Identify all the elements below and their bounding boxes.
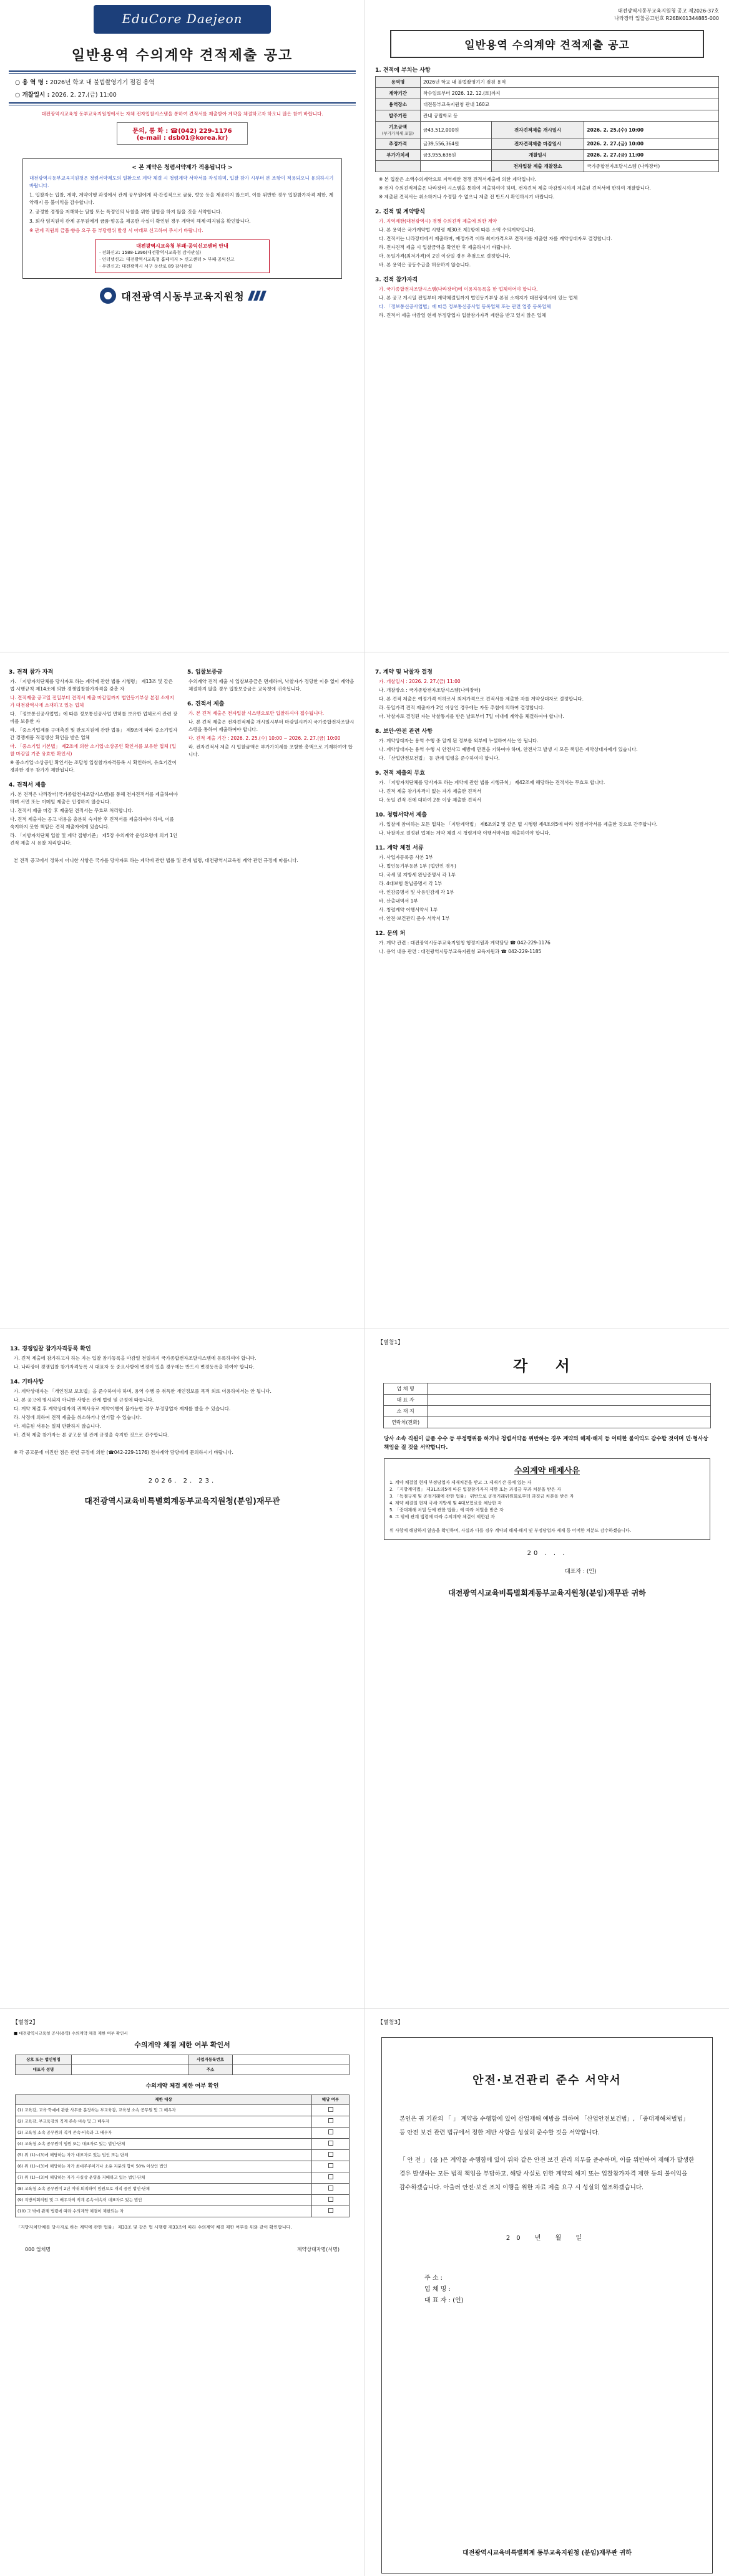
phone-field[interactable]	[428, 1417, 711, 1428]
section-heading: 10. 청렴서약서 제출	[375, 812, 428, 818]
divider	[9, 70, 356, 74]
announcement-number: 대전광역시동부교육지원청 공고 제2026-37호 나라장터 입찰공고번호 R26BK01344885-000	[614, 8, 719, 21]
address-field[interactable]	[428, 1406, 711, 1417]
section-heading: 3. 견적 참가자격	[375, 277, 418, 283]
integrity-notice: < 본 계약은 청렴서약제가 적용됩니다 > 대전광역시동부교육지원청은 청렴서약제도의 일환으로 계약 체결 시 청렴계약 서약서를 작성하며, 입찰 참가 시부터 본 조항이 적용되오니 유의하시기 바랍니다. 1. 입찰자는 입찰, 계약, 계약이행 과정에서 관계 공무원에게 직·간접적으로 금품, 향응 등을 제공하지 않으며, 이를 위반한 경우 입찰참가자격 제한, 계약해지 등 불이익을 감수합니다. 2. 공정한 경쟁을 저해하는 담합 또는 특정인의 낙찰을 위한 담합을 하지 않을 것을 서약합니다. 3. 회사 임직원이 관계 공무원에게 금품·향응을 제공한 사실이 확인된 경우 계약이 해제·해지됨을 확인합니다. ※ 관계 직원의 금품·향응 요구 등 부당행위 발생 시 아래로 신고하여 주시기 바랍니다. 대전광역시교육청 부패·공익신고센터 안내 · 전화신고: 1588-1396(대전광역시교육청 감사관실) · 인터넷신고: 대전광역시교육청 홈페이지 > 신고센터 > 부패·공익신고 · 우편신고: 대전광역시 서구 둔산로 89 감사관실	[22, 158, 342, 279]
page-pledge	[364, 1329, 729, 2008]
section-heading: 12. 문의 처	[375, 931, 406, 937]
educore-logo: EduCore Daejeon	[94, 5, 271, 34]
restriction-form-title: 수의계약 체결 제한 여부 확인서	[134, 2041, 230, 2049]
bid-info-table: 용역명 2026년 학교 내 불법촬영기기 점검 용역 계약기간 착수일로부터 2026. 12. 12.(토)까지 용역장소 대전동부교육지원청 관내 160교 발주기관 관내 공립학교 등 기초금액 (부가가치세 포함) 금43,512,000원 전자견적제출 개시일시 2026. 2. 25.(수) 10:00 추정가격 금39,556,364원 전자견적제출 마감일시 2026. 2. 27.(금) 10:00 부가가치세 금3,955,636원 개찰일시 2026. 2. 27.(금) 11:00 전자입찰 제출 개찰장소 국가종합전자조달시스템 (나라장터)	[375, 76, 719, 172]
page-safety-pledge	[364, 2008, 729, 2576]
agency-signature: 대전광역시동부교육지원청	[0, 288, 364, 304]
applicant-table: 상호 또는 법인명칭 사업자등록번호 대표자 성명 주소	[15, 2055, 350, 2075]
section-heading: 8. 보안·안전 관련 사항	[375, 729, 433, 735]
table-row: (8) 교육청 소속 공무원이 2년 이내 퇴직하여 임원으로 재직 중인 법인·단체	[16, 2184, 350, 2195]
pledge-signer: 대표자 : (인)	[565, 1569, 597, 1575]
date-line: ○ 개찰일시 : 2026. 2. 27.(금) 11:00	[15, 92, 117, 99]
issuer-signature: 대전광역시교육비특별회계동부교육지원청(분임)재무관	[84, 1497, 280, 1506]
company-info-table: 업 체 명 대 표 자 소 재 지 연락처(전화)	[383, 1383, 711, 1428]
attachment-label: 【별첨3】	[378, 2020, 404, 2026]
company-name-field[interactable]	[428, 1383, 711, 1395]
section-heading: 7. 계약 및 낙찰자 결정	[375, 669, 433, 675]
page-award: 7. 계약 및 낙찰자 결정 가. 개찰일시 : 2026. 2. 27.(금) 11:00 나. 개찰장소 : 국가종합전자조달시스템(나라장터) 다. 본 견적 제출은 예정가격 이하로서 최저가격으로 견적서를 제출한 자를 계약상대자로 결정합니다. 라. 동일가격 견적 제출자가 2인 이상인 경우에는 자동 추첨에 의하여 결정합니다. 마. 낙찰자로 결정된 자는 낙찰통지를 받은 날로부터 7일 이내에 계약을 체결하여야 합니다. 8. 보안·안전 관련 사항 가. 계약상대자는 용역 수행 중 알게 된 정보를 외부에 누설하여서는 안 됩니다. 나. 계약상대자는 용역 수행 시 안전사고 예방에 만전을 기하여야 하며, 안전사고 발생 시 모든 책임은 계약상대자에게 있습니다. 다. 「산업안전보건법」 등 관계 법령을 준수하여야 합니다. 9. 견적 제출의 무효 가. 「지방자치단체를 당사자로 하는 계약에 관한 법률 시행규칙」 제42조에 해당하는 견적서는 무효로 합니다. 나. 견적 제출 참가자격이 없는 자가 제출한 견적서 다. 동일 견적 건에 대하여 2통 이상 제출한 견적서 10. 청렴서약서 제출 가. 입찰에 참여하는 모든 업체는 「지방계약법」 제6조의2 및 같은 법 시행령 제4조의5에 따라 청렴서약서를 제출한 것으로 간주합니다. 나. 낙찰자로 결정된 업체는 계약 체결 시 청렴계약 이행서약서를 제출하여야 합니다. 11. 계약 체결 서류 가. 사업자등록증 사본 1부 나. 법인등기부등본 1부 (법인인 경우) 다. 국세 및 지방세 완납증명서 각 1부 라. 4대보험 완납증명서 각 1부 마. 인감증명서 및 사용인감계 각 1부 바. 산출내역서 1부 사. 청렴계약 이행서약서 1부 아. 안전·보건관리 준수 서약서 1부 12. 문의 처 가. 계약 관련 : 대전광역시동부교육지원청 행정지원과 계약담당 ☎ 042-229-1176 나. 용역 내용 관련 : 대전광역시동부교육지원청 교육지원과 ☎ 042-229-1185	[364, 652, 729, 1329]
form-footer: 000 업체명 계약상대자명(서명)	[25, 2247, 340, 2252]
section-heading: 3. 견적 참가 자격	[9, 669, 54, 675]
safety-pledge-body: 본인은 귀 기관의 「 」 계약을 수행함에 있어 산업재해 예방을 위하여 「산업안전보건법」, 「중대재해처벌법」 등 안전 보건 관련 법규에서 정한 제반 사항을 성실히 준수할 것을 서약합니다. 「 안 전 」 (을 )은 계약을 수행함에 있어 위와 같은 안전 보건 관리 의무를 준수하며, 이를 위반하여 재해가 발생한 경우 발생하는 모든 법적 책임을 부담하고, 해당 사실로 인한 계약의 해지 또는 입찰참가자격 제한 등의 불이익을 감수하겠습니다. 아울러 안전·보건 조치 이행을 위한 자료 제출 요구 시 성실히 협조하겠습니다.	[399, 2116, 695, 2191]
table-row: (4) 교육청 소속 공무원이 임원 또는 대표자로 있는 법인·단체	[16, 2139, 350, 2150]
table-row: (2) 교육감, 부교육감의 직계 존속·비속 및 그 배우자	[16, 2116, 350, 2128]
rep-field[interactable]	[72, 2065, 189, 2075]
announcement-title: 일반용역 수의계약 견적제출 공고	[390, 30, 704, 58]
representative-field[interactable]	[428, 1395, 711, 1406]
table-row: (5) 위 (1)~(3)에 해당하는 자가 대표자로 있는 법인 또는 단체	[16, 2150, 350, 2161]
page-announcement: 대전광역시동부교육지원청 공고 제2026-37호 나라장터 입찰공고번호 R26BK01344885-000 일반용역 수의계약 견적제출 공고 1. 견적에 부치는 사항 용역명 2026년 학교 내 불법촬영기기 점검 용역 계약기간 착수일로부터 2026. 12. 12.(토)까지 용역장소 대전동부교육지원청 관내 160교 발주기관 관내 공립학교 등 기초금액 (부가가치세 포함) 금43,512,000원 전자견적제출 개시일시 2026. 2. 25.(수) 10:00 추정가격 금39,556,364원 전자견적제출 마감일시 2026. 2. 27.(금) 10:00 부가가치세 금3,955,636원 개찰일시 2026. 2. 27.(금) 11:00 전자입찰 제출 개찰장소 국가종합전자조달시스템 (나라장터) ※ 본 입찰은 소액수의계약으로 지역제한 경쟁 견적서제출에 의한 계약입니다. ※ 전자 수의견적제출은 나라장터 시스템을 통하여 제출하여야 하며, 전자견적 제출 마감일시까지 제출된 견적서에 한하여 개찰합니다. ※ 제출된 견적서는 취소하거나 수정할 수 없으니 제출 전 반드시 확인하시기 바랍니다. 2. 견적 및 계약방식 가. 지역제한(대전광역시) 경쟁 수의견적 제출에 의한 계약 나. 본 용역은 국가계약법 시행령 제30조 제1항에 따른 소액 수의계약입니다. 다. 견적서는 나라장터에서 제출하며, 예정가격 이하 최저가격으로 견적서를 제출한 자를 계약상대자로 결정합니다. 라. 전자견적 제출 시 입찰금액을 확인한 후 제출하시기 바랍니다. 마. 동일가격(최저가격)이 2인 이상일 경우 추첨으로 결정합니다. 바. 본 용역은 공동수급을 허용하지 않습니다. 3. 견적 참가자격 가. 국가종합전자조달시스템(나라장터)에 이용자등록을 한 업체이어야 합니다. 나. 본 공고 게시일 전일부터 계약체결일까지 법인등기부상 본점 소재지가 대전광역시에 있는 업체 다. 「정보통신공사업법」에 따른 정보통신공사업 등록업체 또는 관련 업종 등록업체 라. 견적서 제출 마감일 현재 부정당업자 입찰참가자격 제한을 받고 있지 않은 업체	[364, 0, 729, 652]
pledge-date: 20 . . .	[527, 1550, 567, 1557]
bizno-field[interactable]	[232, 2055, 350, 2065]
table-row: (6) 위 (1)~(3)에 해당하는 자가 최대주주이거나 소유 지분의 합이 50% 이상인 법인	[16, 2161, 350, 2172]
addr-field[interactable]	[232, 2065, 350, 2075]
notice-banner: 대전광역시교육청 동부교육지원청에서는 자체 전자입찰시스템을 통하여 견적서를 제출받아 계약을 체결하고자 하오니 많은 참여 바랍니다.	[41, 111, 323, 117]
pledge-recipient: 대전광역시교육비특별회계동부교육지원청(분임)재무관 귀하	[448, 1589, 646, 1597]
company-field[interactable]	[72, 2055, 189, 2065]
education-office-logo-icon	[100, 288, 116, 304]
safety-pledge-signer: 주 소 : 업 체 명 : 대 표 자 : (인)	[424, 2275, 464, 2304]
checkbox[interactable]	[328, 2186, 333, 2191]
section-heading: 14. 기타사항	[10, 1379, 44, 1385]
checkbox[interactable]	[328, 2208, 333, 2213]
checkbox[interactable]	[328, 2152, 333, 2157]
table-row: (9) 지방의회의원 및 그 배우자의 직계 존속·비속이 대표자로 있는 법인	[16, 2195, 350, 2206]
attachment-label: 【별첨2】	[12, 2020, 39, 2026]
section-heading: 9. 견적 제출의 무효	[375, 770, 425, 777]
brand-stripes-icon	[250, 291, 265, 301]
cover-title: 일반용역 수의계약 견적제출 공고	[71, 48, 293, 64]
exclusion-reasons-box: 수의계약 배제사유 1. 계약 체결일 현재 부정당업자 제재처분을 받고 그 제재기간 중에 있는 자 2. 「지방계약법」 제31조의5에 따른 입찰참가자격 제한 또는 과징금 부과 처분을 받은 자 3. 「독점규제 및 공정거래에 관한 법률」 위반으로 공정거래위원회로부터 과징금 처분을 받은 자 4. 계약 체결일 현재 국세·지방세 및 4대보험료를 체납한 자 5. 「중대재해 처벌 등에 관한 법률」에 따라 처벌을 받은 자 6. 그 밖에 관계 법령에 따라 수의계약 체결이 제한된 자 위 사항에 해당하지 않음을 확인하며, 사실과 다를 경우 계약의 해제·해지 및 부정당업자 제재 등 어떠한 처분도 감수하겠습니다.	[384, 1458, 710, 1540]
restriction-table: 제한 대상 해당 여부 (1) 교육감, 교육·학예에 관한 사무를 분장하는 부교육감, 교육청 소속 공무원 및 그 배우자 (2) 교육감, 부교육감의 직계 존속·비속 및 그 배우자 (3) 교육청 소속 공무원의 직계 존속·비속과 그 배우자 (4) 교육청 소속 공무원이 임원 또는 대표자로 있는 법인·단체 (5) 위 (1)~(3)에 해당하는 자가 대표자로 있는 법인 또는 단체 (6) 위 (1)~(3)에 해당하는 자가 최대주주이거나 소유 지분의 합이 50% 이상인 법인 (7) 위 (1)~(3)에 해당하는 자가 사실상 운영을 지배하고 있는 법인·단체 (8) 교육청 소속 공무원이 2년 이내 퇴직하여 임원으로 재직 중인 법인·단체 (9) 지방의회의원 및 그 배우자의 직계 존속·비속이 대표자로 있는 법인 (10) 그 밖에 관계 법령에 따라 수의계약 체결이 제한되는 자	[15, 2094, 350, 2217]
section-heading: 6. 견적서 제출	[187, 701, 225, 707]
checkbox[interactable]	[328, 2107, 333, 2112]
page-cover	[0, 0, 364, 652]
safety-pledge-recipient: 대전광역시교육비특별회계 동부교육지원청 (분임)재무관 귀하	[462, 2550, 632, 2557]
table-row: (10) 그 밖에 관계 법령에 따라 수의계약 체결이 제한되는 자	[16, 2206, 350, 2217]
table-row: (1) 교육감, 교육·학예에 관한 사무를 분장하는 부교육감, 교육청 소속 공무원 및 그 배우자	[16, 2105, 350, 2116]
safety-pledge-frame	[381, 2037, 713, 2574]
page-restriction-check: 【별첨2】 ■ 대전광역시교육청 공사(용역) 수의계약 체결 제한 여부 확인서 수의계약 체결 제한 여부 확인서 상호 또는 법인명칭 사업자등록번호 대표자 성명 주소 수의계약 체결 제한 여부 확인 제한 대상 해당 여부 (1) 교육감, 교육·학예에 관한 사무를 분장하는 부교육감, 교육청 소속 공무원 및 그 배우자 (2) 교육감, 부교육감의 직계 존속·비속 및 그 배우자 (3) 교육청 소속 공무원의 직계 존속·비속과 그 배우자 (4) 교육청 소속 공무원이 임원 또는 대표자로 있는 법인·단체 (5) 위 (1)~(3)에 해당하는 자가 대표자로 있는 법인 또는 단체 (6) 위 (1)~(3)에 해당하는 자가 최대주주이거나 소유 지분의 합이 50% 이상인 법인 (7) 위 (1)~(3)에 해당하는 자가 사실상 운영을 지배하고 있는 법인·단체 (8) 교육청 소속 공무원이 2년 이내 퇴직하여 임원으로 재직 중인 법인·단체 (9) 지방의회의원 및 그 배우자의 직계 존속·비속이 대표자로 있는 법인 (10) 그 밖에 관계 법령에 따라 수의계약 체결이 제한되는 자 「지방자치단체를 당사자로 하는 계약에 관한 법률」 제33조 및 같은 법 시행령 제33조에 따라 수의계약 체결 제한 여부를 위와 같이 확인합니다. 000 업체명 계약상대자명(서명)	[0, 2008, 364, 2576]
section-heading: 2. 견적 및 계약방식	[375, 209, 425, 215]
report-center-box: 대전광역시교육청 부패·공익신고센터 안내 · 전화신고: 1588-1396(대전광역시교육청 감사관실) · 인터넷신고: 대전광역시교육청 홈페이지 > 신고센터 > 부패·공익신고 · 우편신고: 대전광역시 서구 둔산로 89 감사관실	[95, 240, 270, 273]
safety-pledge-title: 안전·보건관리 준수 서약서	[472, 2074, 622, 2087]
table-row: (7) 위 (1)~(3)에 해당하는 자가 사실상 운영을 지배하고 있는 법인·단체	[16, 2172, 350, 2184]
attachment-label: 【별첨1】	[378, 1340, 404, 1346]
divider	[9, 102, 356, 105]
table-row: (3) 교육청 소속 공무원의 직계 존속·비속과 그 배우자	[16, 2128, 350, 2139]
checkbox[interactable]	[328, 2163, 333, 2168]
checkbox[interactable]	[328, 2141, 333, 2146]
pledge-oath: 당사 소속 직원이 금품 수수 등 부정행위를 하거나 청렴서약을 위반하는 경우 계약의 해제·해지 등 어떠한 불이익도 감수할 것이며 민·형사상 책임을 질 것을 서약합니다.	[384, 1436, 708, 1451]
checkbox[interactable]	[328, 2174, 333, 2179]
checkbox[interactable]	[328, 2118, 333, 2123]
section-heading: 4. 견적서 제출	[9, 782, 46, 788]
page-misc: 13. 경쟁입찰 참가자격등록 확인 가. 견적 제출에 참가하고자 하는 자는 입찰 참가등록을 마감일 전일까지 국가종합전자조달시스템에 등록하여야 합니다. 나. 나라장터 경쟁입찰 참가자격등록 시 대표자 등 중요사항에 변경이 있을 경우에는 반드시 변경등록을 하여야 합니다. 14. 기타사항 가. 계약상대자는 「개인정보 보호법」을 준수하여야 하며, 용역 수행 중 취득한 개인정보를 목적 외로 이용하여서는 안 됩니다. 나. 본 공고에 명시되지 아니한 사항은 관계 법령 및 규정에 따릅니다. 다. 계약 체결 후 계약상대자의 귀책사유로 계약이행이 불가능한 경우 부정당업자 제재를 받을 수 있습니다. 라. 사정에 의하여 견적 제출을 취소하거나 연기할 수 있습니다. 마. 제출된 서류는 일체 반환하지 않습니다. 바. 견적 제출 참가자는 본 공고문 및 관계 규정을 숙지한 것으로 간주합니다. ※ 각 공고문에 미진한 점은 관련 규정에 의한 (☎042-229-1176) 전자계약 담당에게 문의하시기 바랍니다. 2026. 2. 23. 대전광역시교육비특별회계동부교육지원청(분임)재무관	[0, 1329, 364, 2008]
page-conditions: 3. 견적 참가 자격 가. 「지방자치단체를 당사자로 하는 계약에 관한 법률 시행령」 제13조 및 같은 법 시행규칙 제14조에 의한 경쟁입찰참가자격을 갖춘 자 나. 견적제출 공고일 전일부터 견적서 제출 마감일까지 법인등기부상 본점 소재지가 대전광역시에 소재하고 있는 업체 다. 「정보통신공사업법」에 따른 정보통신공사업 면허를 보유한 업체로서 관련 장비를 보유한 자 라. 「중소기업제품 구매촉진 및 판로지원에 관한 법률」 제9조에 따라 중소기업자간 경쟁제품 직접생산 확인을 받은 업체 마. 「중소기업 기본법」 제2조에 의한 소기업·소상공인 확인서를 보유한 업체 (입찰 마감일 기준 유효한 확인서) ※ 중소기업·소상공인 확인서는 조달청 입찰참가자격등록 시 확인하며, 유효기간이 경과한 경우 참가가 제한됩니다. 4. 견적서 제출 가. 본 견적은 나라장터(국가종합전자조달시스템)를 통해 전자견적서를 제출하여야 하며 서면 또는 이메일 제출은 인정하지 않습니다. 나. 견적서 제출 마감 후 제출된 견적서는 무효로 처리합니다. 다. 견적 제출자는 공고 내용을 충분히 숙지한 후 견적서를 제출하여야 하며, 이를 숙지하지 못한 책임은 견적 제출자에게 있습니다. 라. 「지방자치단체 입찰 및 계약 집행기준」 제5장 수의계약 운영요령에 의거 1인 견적 제출 시 유찰 처리합니다. 5. 입찰보증금 수의계약 견적 제출 시 입찰보증금은 면제하며, 낙찰자가 정당한 이유 없이 계약을 체결하지 않을 경우 입찰보증금은 교육청에 귀속됩니다. 6. 견적서 제출 가. 본 견적 제출은 전자입찰 시스템으로만 입찰하셔야 접수됩니다. 나. 본 견적 제출은 전자견적제출 개시일시부터 마감일시까지 국가종합전자조달시스템을 통하여 제출하여야 합니다. 다. 견적 제출 기간 : 2026. 2. 25.(수) 10:00 ~ 2026. 2. 27.(금) 10:00 라. 전자견적서 제출 시 입찰금액은 부가가치세를 포함한 총액으로 기재하여야 합니다. 본 견적 공고에서 정하지 아니한 사항은 국가를 당사자로 하는 계약에 관한 법률 및 관계 법령, 대전광역시교육청 계약 관련 규정에 따릅니다.	[0, 652, 364, 1329]
pledge-title: 각 서	[513, 1357, 581, 1375]
announcement-date: 2026. 2. 23.	[148, 1478, 217, 1484]
section-heading: 11. 계약 체결 서류	[375, 845, 424, 851]
checkbox[interactable]	[328, 2129, 333, 2134]
section-heading: 5. 입찰보증금	[187, 669, 223, 675]
section-heading: 13. 경쟁입찰 참가자격등록 확인	[10, 1346, 91, 1352]
section-heading: 1. 견적에 부치는 사항	[375, 67, 431, 74]
checkbox[interactable]	[328, 2197, 333, 2202]
project-line: ○ 용 역 명 : 2026년 학교 내 불법촬영기기 점검 용역	[15, 79, 155, 86]
safety-pledge-date: 20 년 월 일	[506, 2235, 589, 2242]
contact-box: 문의, 통 화 : ☎(042) 229-1176 (e-mail : dsb01@korea.kr)	[117, 122, 248, 145]
